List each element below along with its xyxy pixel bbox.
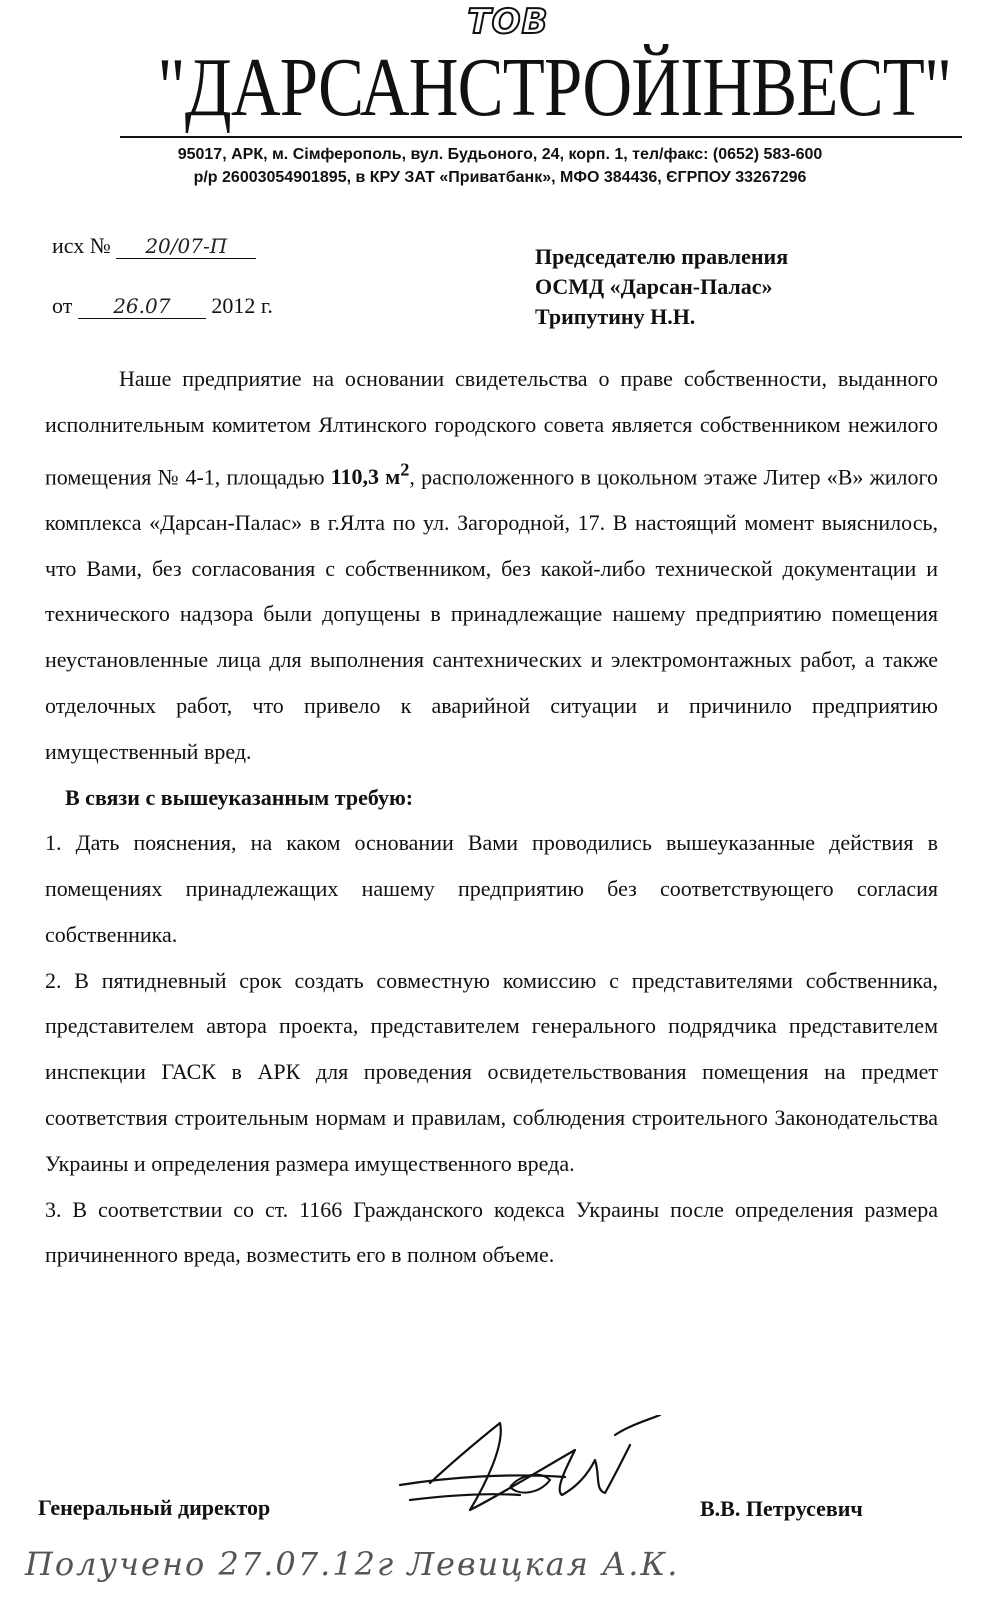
demand-item-1: 1. Дать пояснения, на каком основании Вами проводились вышеуказанные действия в помещениях принадлежащих нашему предприятию без соответствующего согласия собственника. <box>45 830 938 947</box>
signatory-name: В.В. Петрусевич <box>700 1496 863 1521</box>
letterhead-prefix: ТОВ <box>467 2 549 42</box>
area-value <box>330 459 410 489</box>
area-text: 110,3 м <box>330 463 401 489</box>
received-note-text: Получено 27.07.12г Левицкая А.К. <box>25 1545 680 1583</box>
outgoing-date-label: от <box>52 293 73 318</box>
letterhead-address: 95017, АРК, м. Сімферополь, вул. Будьоного, 24, корп. 1, тел/факс: (0652) 583-600 <box>177 146 823 163</box>
addressee-line-3: Трипутину Н.Н. <box>535 304 696 329</box>
letter-body <box>45 356 938 1278</box>
demand-heading: В связи с вышеуказанным требую: <box>65 784 414 810</box>
outgoing-year: 2012 г. <box>211 293 273 318</box>
outgoing-number <box>52 233 256 259</box>
addressee-line-1: Председателю правления <box>535 244 789 269</box>
main-paragraph <box>45 356 938 775</box>
demand-item-2: 2. В пятидневный срок создать совместную комиссию с представителями собственника, представителем автора проекта, представителем генерального подрядчика представителем инспекции ГАСК в АРК для проведения освидетельствования помещения на предмет соответствия строительным нормам и правилам, соблюдения строительного Законодательства Украины и определения размера имущественного вреда. <box>45 967 938 1176</box>
main-paragraph-part-1: Наше предприятие на основании свидетельства о праве собственности, выданного исполнительным комитетом Ялтинского городского совета является собственником нежилого помещения № 4-1, площадью <box>45 366 938 489</box>
addressee-block <box>535 242 975 332</box>
signatory-title: Генеральный директор <box>38 1495 271 1520</box>
letterhead-bank-details: р/р 26003054901895, в КРУ ЗАТ «Приватбанк», МФО 384436, ЄГРПОУ 33267296 <box>193 169 807 186</box>
company-name: "ДАРСАНСТРОЙІНВЕСТ" <box>157 41 952 134</box>
demand-item-3: 3. В соответствии со ст. 1166 Гражданского кодекса Украины после определения размера причиненного вреда, возместить его в полном объеме. <box>45 1196 938 1268</box>
outgoing-number-value: 20/07-П <box>116 234 256 259</box>
main-paragraph-part-2: , расположенного в цокольном этаже Литер «В» жилого комплекса «Дарсан-Палас» в г.Ялта по ул. Загородной, 17. В настоящий момент выяснилось, что Вами, без согласования с собственником, без какой-либо технической документации и технического надзора были допущены в принадлежащие нашему предприятию помещения неустановленные лица для выполнения сантехнических и электромонтажных работ, а также отделочных работ, что привело к аварийной ситуации и причинило предприятию имущественный вред. <box>45 463 938 764</box>
addressee-line-2: ОСМД «Дарсан-Палас» <box>535 274 773 299</box>
letterhead-divider <box>120 136 962 138</box>
outgoing-date-value: 26.07 <box>78 294 206 319</box>
handwritten-signature <box>390 1415 690 1525</box>
outgoing-date <box>52 293 273 319</box>
area-exponent: 2 <box>400 459 410 480</box>
received-note <box>25 1545 845 1600</box>
outgoing-number-label: исх № <box>52 233 111 258</box>
